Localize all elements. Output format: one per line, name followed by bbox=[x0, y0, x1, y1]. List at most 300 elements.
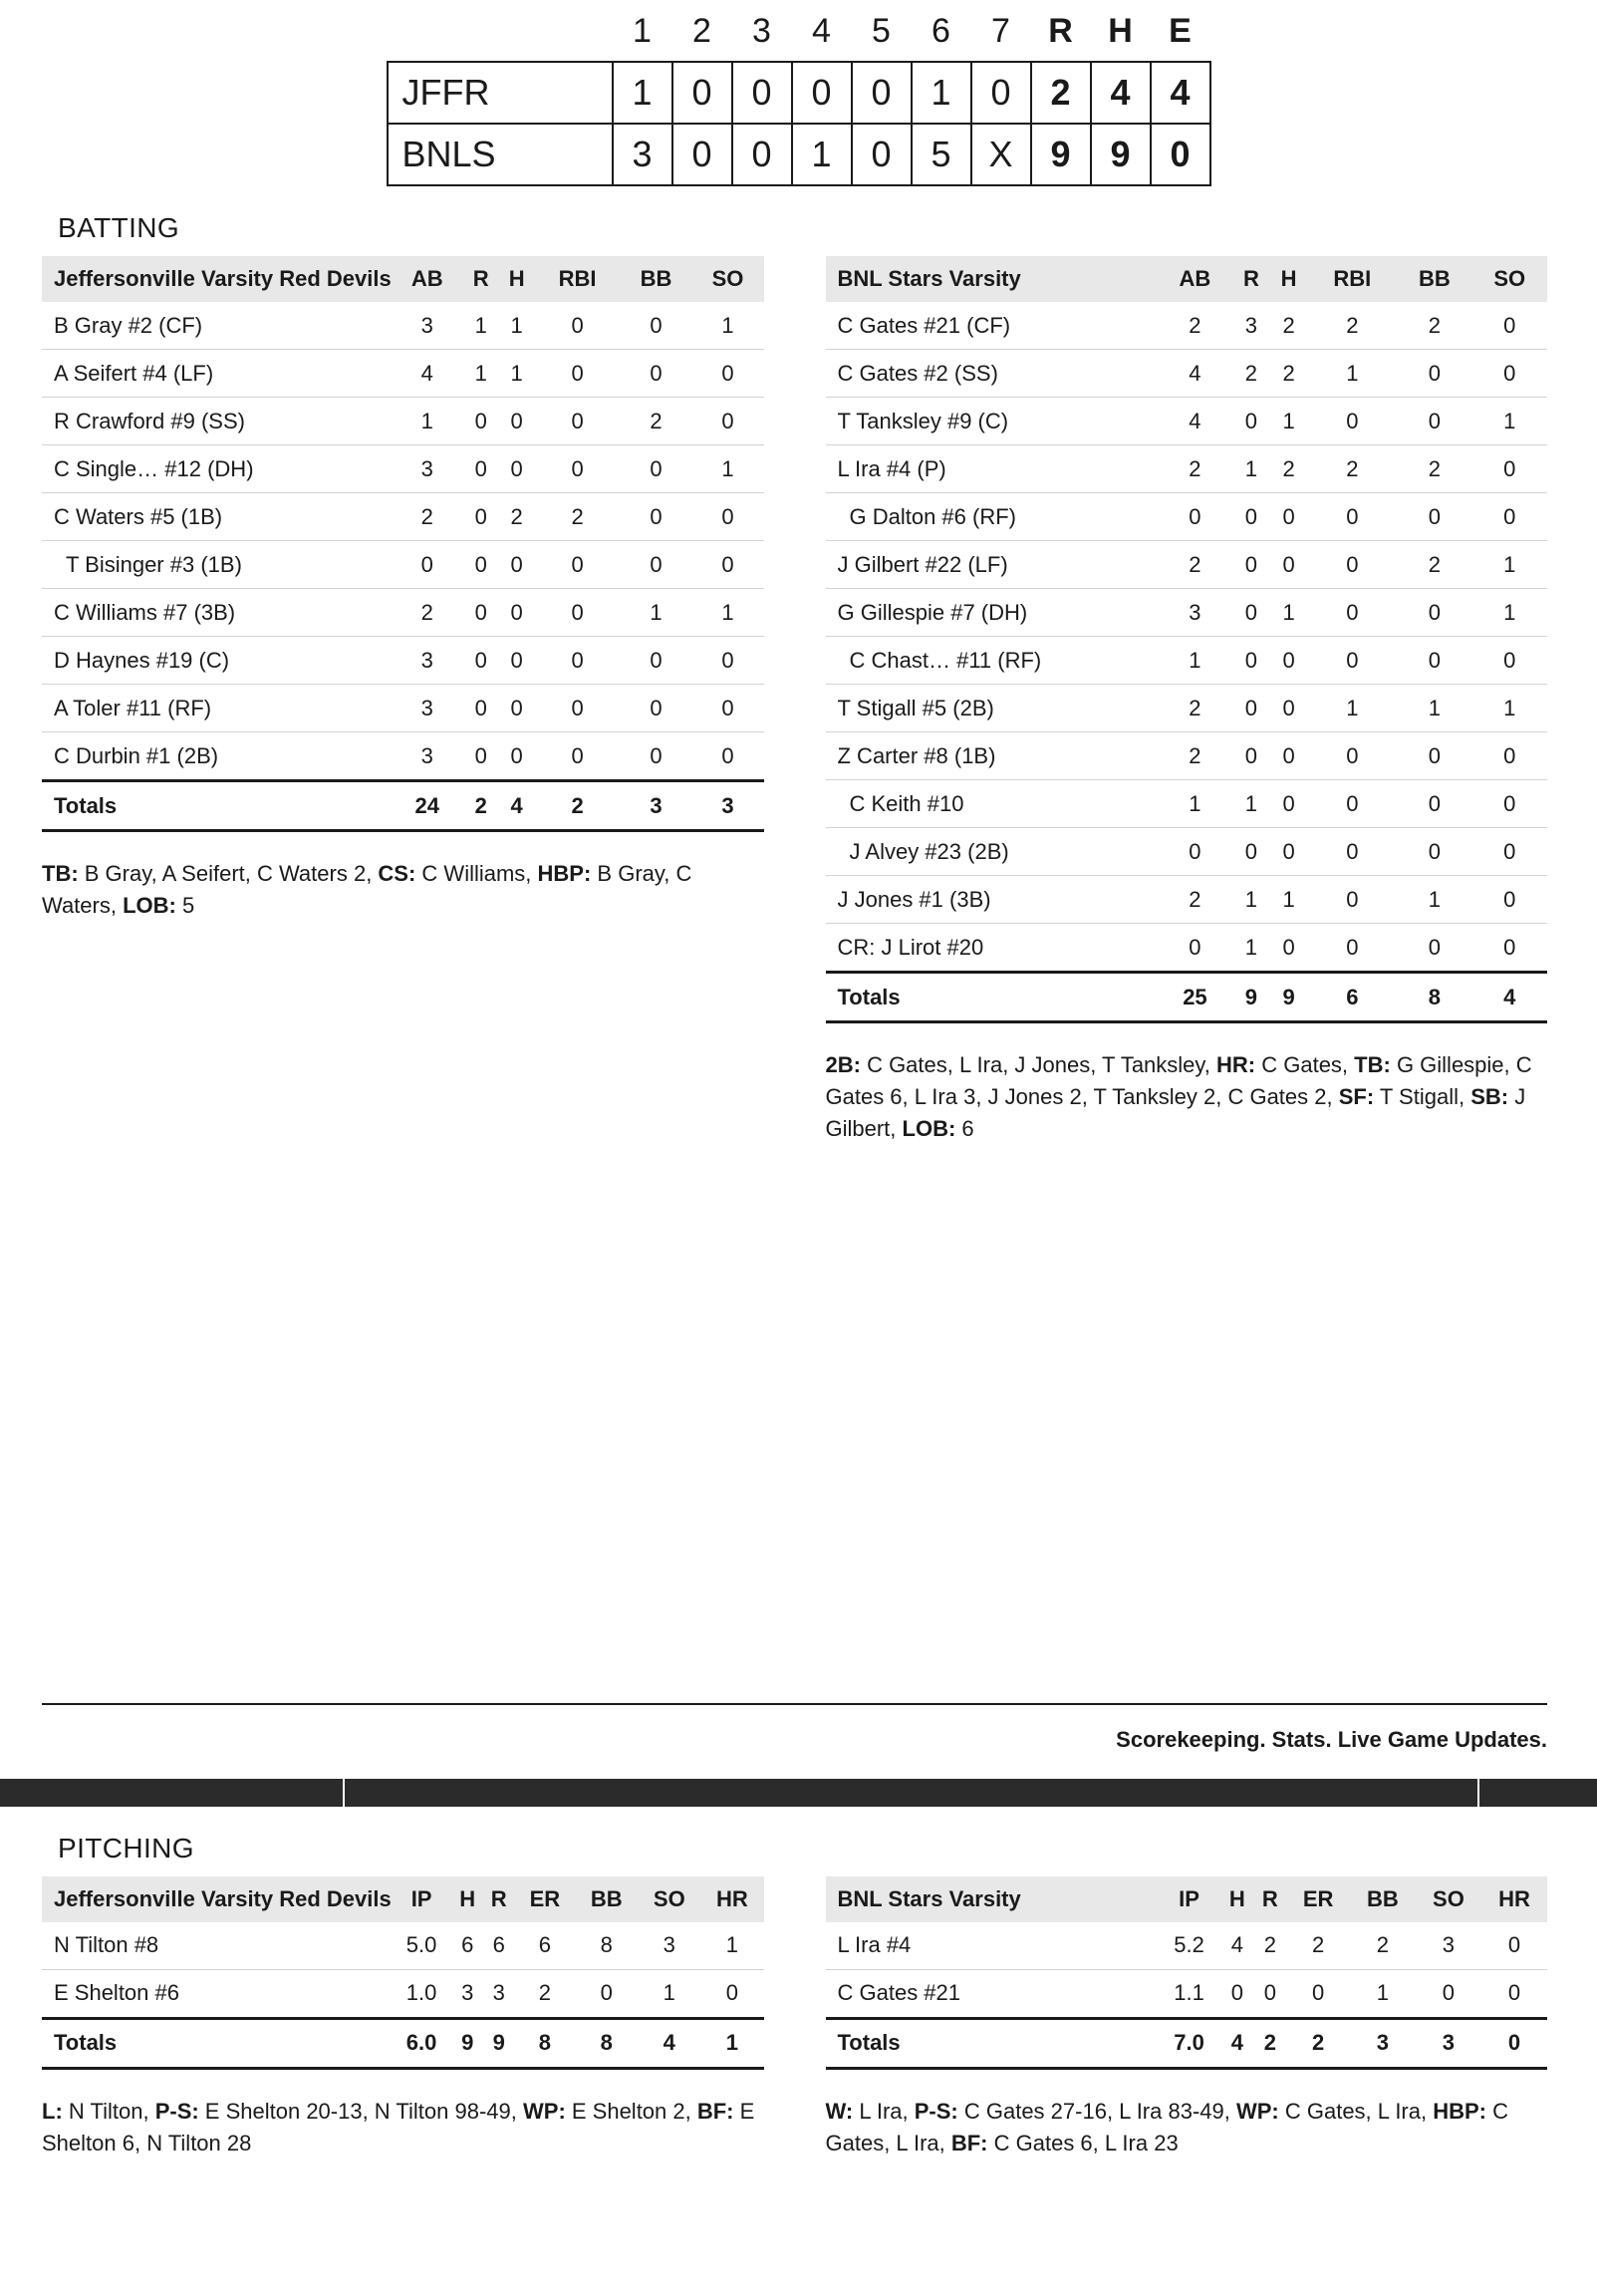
player-name: G Dalton #6 (RF) bbox=[826, 493, 1158, 541]
stat-cell: 1 bbox=[1350, 1969, 1416, 2018]
dark-bar-segment bbox=[0, 1779, 345, 1807]
totals-label: Totals bbox=[42, 781, 392, 831]
stat-cell: 0 bbox=[535, 637, 621, 685]
stat-cell: 0 bbox=[1307, 493, 1397, 541]
stat-cell: 0 bbox=[575, 1969, 638, 2018]
stat-cell: 0 bbox=[1307, 780, 1397, 828]
stat-cell: 0 bbox=[1307, 828, 1397, 876]
column-header-bb: BB bbox=[620, 256, 691, 302]
linescore-inning-cell: 0 bbox=[852, 124, 912, 185]
stat-cell: 0 bbox=[1397, 780, 1471, 828]
stat-cell: 1 bbox=[1472, 589, 1547, 637]
column-header-ab: AB bbox=[392, 256, 463, 302]
stat-cell: 0 bbox=[1220, 1969, 1253, 2018]
stat-cell: 0 bbox=[1472, 445, 1547, 493]
table-row bbox=[42, 302, 764, 350]
player-name: C Gates #21 bbox=[826, 1969, 1158, 2018]
stat-cell: 0 bbox=[1472, 302, 1547, 350]
column-header-r: R bbox=[1232, 256, 1270, 302]
stat-cell: 0 bbox=[1481, 1922, 1547, 1970]
stat-cell: 1 bbox=[1158, 780, 1232, 828]
table-row bbox=[42, 350, 764, 398]
linescore-inning-header: 3 bbox=[752, 12, 771, 50]
stat-cell: 2 bbox=[1397, 302, 1471, 350]
stat-cell: 0 bbox=[1472, 924, 1547, 973]
stat-cell: 0 bbox=[1232, 685, 1270, 732]
stat-cell: 0 bbox=[463, 589, 499, 637]
stat-cell: 2 bbox=[1270, 302, 1308, 350]
linescore-header-row bbox=[388, 8, 1210, 62]
totals-cell: 4 bbox=[499, 781, 535, 831]
stat-cell: 0 bbox=[1158, 493, 1232, 541]
linescore-inning-cell: 0 bbox=[672, 124, 732, 185]
batting-home-notes: 2B: C Gates, L Ira, J Jones, T Tanksley, HR: C Gates, TB: G Gillespie, C Gates 6, L Ira 3, J Jones 2, T Tanksley 2, C Gates 2, SF: T Stigall, SB: J Gilbert, LOB: 6 bbox=[825, 1052, 1532, 1141]
stat-cell: 1 bbox=[1307, 350, 1397, 398]
stat-cell: 0 bbox=[1307, 732, 1397, 780]
column-header-h: H bbox=[451, 1876, 483, 1922]
linescore-inning-cell: 0 bbox=[732, 124, 792, 185]
stat-cell: 0 bbox=[1270, 780, 1308, 828]
stat-cell: 3 bbox=[392, 637, 463, 685]
column-header-ip: IP bbox=[1158, 1876, 1221, 1922]
stat-cell: 0 bbox=[1232, 398, 1270, 445]
table-header-row bbox=[826, 1876, 1548, 1922]
stat-cell: 1 bbox=[638, 1969, 700, 2018]
linescore-inning-cell: 0 bbox=[852, 62, 912, 124]
table-row bbox=[42, 445, 764, 493]
column-header-h: H bbox=[1220, 1876, 1253, 1922]
table-row bbox=[826, 350, 1548, 398]
stat-cell: 0 bbox=[1270, 685, 1308, 732]
stat-cell: 3 bbox=[1416, 1922, 1481, 1970]
column-header-so: SO bbox=[1416, 1876, 1481, 1922]
stat-cell: 5.0 bbox=[392, 1922, 452, 1970]
stat-cell: 3 bbox=[392, 732, 463, 781]
stat-cell: 1 bbox=[463, 302, 499, 350]
batting-columns bbox=[0, 256, 1597, 1145]
stat-cell: 1 bbox=[620, 589, 691, 637]
stat-cell: 1 bbox=[700, 1922, 763, 1970]
table-row bbox=[42, 493, 764, 541]
stat-cell: 0 bbox=[1307, 637, 1397, 685]
stat-cell: 1 bbox=[499, 302, 535, 350]
stat-cell: 0 bbox=[1397, 828, 1471, 876]
totals-cell: 25 bbox=[1158, 973, 1232, 1022]
stat-cell: 1 bbox=[1307, 685, 1397, 732]
totals-cell: 4 bbox=[638, 2018, 700, 2068]
stat-cell: 2 bbox=[535, 493, 621, 541]
totals-cell: 2 bbox=[535, 781, 621, 831]
stat-cell: 2 bbox=[1158, 685, 1232, 732]
table-row bbox=[826, 398, 1548, 445]
stat-cell: 1 bbox=[1232, 924, 1270, 973]
table-row bbox=[42, 541, 764, 589]
stat-cell: 0 bbox=[1472, 493, 1547, 541]
stat-cell: 4 bbox=[1220, 1922, 1253, 1970]
totals-cell: 9 bbox=[451, 2018, 483, 2068]
stat-cell: 3 bbox=[392, 445, 463, 493]
totals-cell: 9 bbox=[1270, 973, 1308, 1022]
stat-cell: 0 bbox=[463, 637, 499, 685]
totals-cell: 3 bbox=[1416, 2018, 1481, 2068]
stat-cell: 0 bbox=[1286, 1969, 1350, 2018]
linescore-body bbox=[388, 62, 1210, 185]
stat-cell: 0 bbox=[691, 350, 763, 398]
stat-cell: 0 bbox=[535, 685, 621, 732]
stat-cell: 0 bbox=[1472, 732, 1547, 780]
linescore-inning-header: 1 bbox=[633, 12, 652, 50]
stat-cell: 1 bbox=[1472, 541, 1547, 589]
player-name: C Chast… #11 (RF) bbox=[826, 637, 1158, 685]
stat-cell: 1 bbox=[1232, 876, 1270, 924]
stat-cell: 1 bbox=[1232, 445, 1270, 493]
player-name: T Bisinger #3 (1B) bbox=[42, 541, 392, 589]
linescore-row bbox=[388, 124, 1210, 185]
stat-cell: 1.1 bbox=[1158, 1969, 1221, 2018]
pitching-away-body bbox=[42, 1922, 764, 2069]
linescore-summary-cell: 9 bbox=[1091, 124, 1151, 185]
team-name-header: Jeffersonville Varsity Red Devils bbox=[42, 1876, 392, 1922]
table-row bbox=[826, 876, 1548, 924]
totals-cell: 6.0 bbox=[392, 2018, 452, 2068]
totals-label: Totals bbox=[826, 973, 1158, 1022]
column-header-er: ER bbox=[1286, 1876, 1350, 1922]
totals-cell: 3 bbox=[1350, 2018, 1416, 2068]
table-row bbox=[826, 637, 1548, 685]
stat-cell: 2 bbox=[620, 398, 691, 445]
stat-cell: 0 bbox=[1397, 589, 1471, 637]
linescore-table bbox=[387, 8, 1211, 186]
column-header-so: SO bbox=[1472, 256, 1547, 302]
stat-cell: 0 bbox=[499, 398, 535, 445]
stat-cell: 2 bbox=[1350, 1922, 1416, 1970]
table-row bbox=[826, 828, 1548, 876]
linescore-team-name: JFFR bbox=[388, 62, 613, 124]
player-name: G Gillespie #7 (DH) bbox=[826, 589, 1158, 637]
stat-cell: 4 bbox=[1158, 398, 1232, 445]
player-name: C Gates #21 (CF) bbox=[826, 302, 1158, 350]
stat-cell: 0 bbox=[620, 541, 691, 589]
stat-cell: 1 bbox=[499, 350, 535, 398]
table-row bbox=[826, 541, 1548, 589]
stat-cell: 1 bbox=[1158, 637, 1232, 685]
stat-cell: 0 bbox=[1158, 924, 1232, 973]
linescore-container bbox=[0, 0, 1597, 186]
totals-cell: 1 bbox=[700, 2018, 763, 2068]
stat-cell: 2 bbox=[1307, 302, 1397, 350]
dark-divider-bar bbox=[0, 1779, 1597, 1807]
team-name-header: Jeffersonville Varsity Red Devils bbox=[42, 256, 392, 302]
player-name: C Waters #5 (1B) bbox=[42, 493, 392, 541]
pitching-away-notes: L: N Tilton, P-S: E Shelton 20-13, N Tilton 98-49, WP: E Shelton 2, BF: E Shelton 6, N Tilton 28 bbox=[42, 2098, 755, 2155]
linescore-summary-cell: 2 bbox=[1031, 62, 1091, 124]
table-row bbox=[42, 398, 764, 445]
linescore-inning-header: 5 bbox=[872, 12, 891, 50]
column-header-rbi: RBI bbox=[1307, 256, 1397, 302]
totals-cell: 8 bbox=[1397, 973, 1471, 1022]
column-header-ab: AB bbox=[1158, 256, 1232, 302]
player-name: A Toler #11 (RF) bbox=[42, 685, 392, 732]
stat-cell: 0 bbox=[463, 685, 499, 732]
player-name: J Jones #1 (3B) bbox=[826, 876, 1158, 924]
stat-cell: 0 bbox=[499, 589, 535, 637]
stat-cell: 1 bbox=[691, 302, 763, 350]
stat-cell: 3 bbox=[1158, 589, 1232, 637]
stat-cell: 0 bbox=[1397, 924, 1471, 973]
stat-cell: 3 bbox=[483, 1969, 515, 2018]
column-header-so: SO bbox=[638, 1876, 700, 1922]
stat-cell: 0 bbox=[1307, 541, 1397, 589]
stat-cell: 0 bbox=[1481, 1969, 1547, 2018]
player-name: E Shelton #6 bbox=[42, 1969, 392, 2018]
stat-cell: 0 bbox=[499, 685, 535, 732]
stat-cell: 0 bbox=[620, 350, 691, 398]
stat-cell: 0 bbox=[1472, 350, 1547, 398]
table-header-row bbox=[42, 1876, 764, 1922]
stat-cell: 0 bbox=[691, 541, 763, 589]
column-header-r: R bbox=[1253, 1876, 1286, 1922]
tagline: Scorekeeping. Stats. Live Game Updates. bbox=[1116, 1726, 1547, 1752]
stat-cell: 0 bbox=[691, 398, 763, 445]
stat-cell: 1 bbox=[1397, 876, 1471, 924]
stat-cell: 3 bbox=[451, 1969, 483, 2018]
totals-cell: 0 bbox=[1481, 2018, 1547, 2068]
stat-cell: 2 bbox=[392, 589, 463, 637]
stat-cell: 0 bbox=[620, 685, 691, 732]
stat-cell: 5.2 bbox=[1158, 1922, 1221, 1970]
stat-cell: 2 bbox=[1232, 350, 1270, 398]
stat-cell: 1 bbox=[1472, 398, 1547, 445]
totals-cell: 2 bbox=[1253, 2018, 1286, 2068]
table-header-row bbox=[826, 256, 1548, 302]
team-name-header: BNL Stars Varsity bbox=[826, 1876, 1158, 1922]
stat-cell: 2 bbox=[515, 1969, 576, 2018]
linescore-inning-cell: 3 bbox=[613, 124, 672, 185]
player-name: C Durbin #1 (2B) bbox=[42, 732, 392, 781]
player-name: B Gray #2 (CF) bbox=[42, 302, 392, 350]
table-row bbox=[42, 589, 764, 637]
stat-cell: 6 bbox=[515, 1922, 576, 1970]
pitching-home-notes: W: L Ira, P-S: C Gates 27-16, L Ira 83-49, WP: C Gates, L Ira, HBP: C Gates, L Ira, BF: C Gates 6, L Ira 23 bbox=[825, 2098, 1508, 2155]
linescore-inning-cell: 0 bbox=[732, 62, 792, 124]
column-header-hr: HR bbox=[700, 1876, 763, 1922]
pitching-columns bbox=[0, 1876, 1597, 2159]
stat-cell: 0 bbox=[535, 398, 621, 445]
stat-cell: 1 bbox=[1472, 685, 1547, 732]
player-name: CR: J Lirot #20 bbox=[826, 924, 1158, 973]
linescore-inning-cell: 0 bbox=[672, 62, 732, 124]
table-row bbox=[826, 302, 1548, 350]
totals-cell: 24 bbox=[392, 781, 463, 831]
stat-cell: 0 bbox=[1232, 828, 1270, 876]
stat-cell: 4 bbox=[392, 350, 463, 398]
stat-cell: 1 bbox=[463, 350, 499, 398]
column-header-so: SO bbox=[691, 256, 763, 302]
column-header-ip: IP bbox=[392, 1876, 452, 1922]
linescore-inning-cell: X bbox=[971, 124, 1031, 185]
linescore-inning-cell: 1 bbox=[792, 124, 852, 185]
stat-cell: 0 bbox=[1472, 637, 1547, 685]
stat-cell: 1 bbox=[392, 398, 463, 445]
column-header-r: R bbox=[483, 1876, 515, 1922]
linescore-inning-cell: 1 bbox=[613, 62, 672, 124]
batting-table-home bbox=[826, 256, 1548, 1023]
batting-section-title: BATTING bbox=[58, 212, 180, 243]
batting-away-body bbox=[42, 302, 764, 831]
pitching-home-body bbox=[826, 1922, 1548, 2069]
stat-cell: 0 bbox=[1472, 780, 1547, 828]
totals-row bbox=[42, 2018, 764, 2068]
column-header-er: ER bbox=[515, 1876, 576, 1922]
stat-cell: 2 bbox=[499, 493, 535, 541]
column-header-bb: BB bbox=[1350, 1876, 1416, 1922]
linescore-summary-cell: 9 bbox=[1031, 124, 1091, 185]
stat-cell: 0 bbox=[1232, 541, 1270, 589]
stat-cell: 0 bbox=[535, 302, 621, 350]
linescore-summary-cell: 4 bbox=[1091, 62, 1151, 124]
pitching-table-away bbox=[42, 1876, 764, 2070]
stat-cell: 2 bbox=[1270, 350, 1308, 398]
table-row bbox=[826, 445, 1548, 493]
stat-cell: 0 bbox=[535, 445, 621, 493]
stat-cell: 6 bbox=[451, 1922, 483, 1970]
player-name: T Tanksley #9 (C) bbox=[826, 398, 1158, 445]
player-name: J Alvey #23 (2B) bbox=[826, 828, 1158, 876]
stat-cell: 0 bbox=[463, 398, 499, 445]
stat-cell: 1 bbox=[691, 445, 763, 493]
stat-cell: 6 bbox=[483, 1922, 515, 1970]
bottom-padding bbox=[0, 2158, 1597, 2198]
stat-cell: 2 bbox=[1158, 541, 1232, 589]
linescore-row bbox=[388, 62, 1210, 124]
pitching-section-title: PITCHING bbox=[58, 1832, 194, 1864]
player-name: L Ira #4 bbox=[826, 1922, 1158, 1970]
stat-cell: 0 bbox=[1397, 732, 1471, 780]
stat-cell: 2 bbox=[1307, 445, 1397, 493]
stat-cell: 1 bbox=[1270, 876, 1308, 924]
totals-cell: 3 bbox=[691, 781, 763, 831]
stat-cell: 0 bbox=[1307, 924, 1397, 973]
totals-cell: 2 bbox=[1286, 2018, 1350, 2068]
stat-cell: 0 bbox=[620, 445, 691, 493]
linescore-summary-header: R bbox=[1048, 12, 1073, 50]
column-header-rbi: RBI bbox=[535, 256, 621, 302]
player-name: J Gilbert #22 (LF) bbox=[826, 541, 1158, 589]
totals-row bbox=[826, 973, 1548, 1022]
stat-cell: 0 bbox=[535, 732, 621, 781]
stat-cell: 0 bbox=[1397, 398, 1471, 445]
batting-away-column bbox=[42, 256, 764, 1145]
linescore-inning-header: 7 bbox=[991, 12, 1010, 50]
stat-cell: 0 bbox=[1270, 924, 1308, 973]
totals-label: Totals bbox=[826, 2018, 1158, 2068]
stat-cell: 0 bbox=[392, 541, 463, 589]
stat-cell: 0 bbox=[1397, 493, 1471, 541]
stat-cell: 0 bbox=[1270, 732, 1308, 780]
stat-cell: 0 bbox=[691, 637, 763, 685]
stat-cell: 1 bbox=[1270, 398, 1308, 445]
dark-bar-segment bbox=[345, 1779, 1479, 1807]
totals-row bbox=[826, 2018, 1548, 2068]
stat-cell: 2 bbox=[1397, 445, 1471, 493]
table-row bbox=[42, 732, 764, 781]
stat-cell: 2 bbox=[1397, 541, 1471, 589]
table-row bbox=[826, 732, 1548, 780]
stat-cell: 0 bbox=[1472, 876, 1547, 924]
stat-cell: 0 bbox=[620, 732, 691, 781]
player-name: R Crawford #9 (SS) bbox=[42, 398, 392, 445]
linescore-team-header bbox=[388, 8, 613, 62]
player-name: Z Carter #8 (1B) bbox=[826, 732, 1158, 780]
linescore-inning-cell: 5 bbox=[912, 124, 971, 185]
stat-cell: 0 bbox=[1270, 493, 1308, 541]
totals-cell: 6 bbox=[1307, 973, 1397, 1022]
stat-cell: 0 bbox=[1158, 828, 1232, 876]
stat-cell: 0 bbox=[1232, 732, 1270, 780]
totals-cell: 4 bbox=[1220, 2018, 1253, 2068]
column-header-h: H bbox=[499, 256, 535, 302]
totals-cell: 9 bbox=[1232, 973, 1270, 1022]
stat-cell: 0 bbox=[620, 493, 691, 541]
linescore-inning-cell: 0 bbox=[792, 62, 852, 124]
content-spacer bbox=[0, 1145, 1597, 1703]
linescore-summary-cell: 0 bbox=[1151, 124, 1210, 185]
stat-cell: 2 bbox=[1158, 732, 1232, 780]
stat-cell: 2 bbox=[392, 493, 463, 541]
player-name: N Tilton #8 bbox=[42, 1922, 392, 1970]
linescore-inning-header: 2 bbox=[692, 12, 711, 50]
stat-cell: 0 bbox=[1270, 637, 1308, 685]
batting-home-body bbox=[826, 302, 1548, 1022]
stat-cell: 0 bbox=[463, 541, 499, 589]
table-row bbox=[826, 685, 1548, 732]
stat-cell: 0 bbox=[535, 541, 621, 589]
table-row bbox=[826, 924, 1548, 973]
stat-cell: 0 bbox=[1397, 350, 1471, 398]
stat-cell: 3 bbox=[1232, 302, 1270, 350]
player-name: D Haynes #19 (C) bbox=[42, 637, 392, 685]
player-name: C Gates #2 (SS) bbox=[826, 350, 1158, 398]
batting-home-column bbox=[826, 256, 1548, 1145]
stat-cell: 0 bbox=[1253, 1969, 1286, 2018]
stat-cell: 0 bbox=[1307, 876, 1397, 924]
player-name: C Williams #7 (3B) bbox=[42, 589, 392, 637]
table-row bbox=[826, 493, 1548, 541]
linescore-summary-cell: 4 bbox=[1151, 62, 1210, 124]
team-name-header: BNL Stars Varsity bbox=[826, 256, 1158, 302]
stat-cell: 0 bbox=[1270, 541, 1308, 589]
table-row bbox=[826, 1922, 1548, 1970]
table-row bbox=[42, 1922, 764, 1970]
table-row bbox=[42, 685, 764, 732]
stat-cell: 4 bbox=[1158, 350, 1232, 398]
stat-cell: 0 bbox=[535, 589, 621, 637]
column-header-r: R bbox=[463, 256, 499, 302]
linescore-inning-header: 6 bbox=[932, 12, 950, 50]
pitching-home-column bbox=[826, 1876, 1548, 2159]
player-name: C Keith #10 bbox=[826, 780, 1158, 828]
stat-cell: 2 bbox=[1158, 302, 1232, 350]
table-row bbox=[826, 1969, 1548, 2018]
stat-cell: 2 bbox=[1286, 1922, 1350, 1970]
player-name: T Stigall #5 (2B) bbox=[826, 685, 1158, 732]
totals-cell: 2 bbox=[463, 781, 499, 831]
dark-bar-segment bbox=[1479, 1779, 1597, 1807]
stat-cell: 0 bbox=[535, 350, 621, 398]
stat-cell: 3 bbox=[392, 685, 463, 732]
stat-cell: 0 bbox=[1232, 589, 1270, 637]
stat-cell: 2 bbox=[1158, 876, 1232, 924]
